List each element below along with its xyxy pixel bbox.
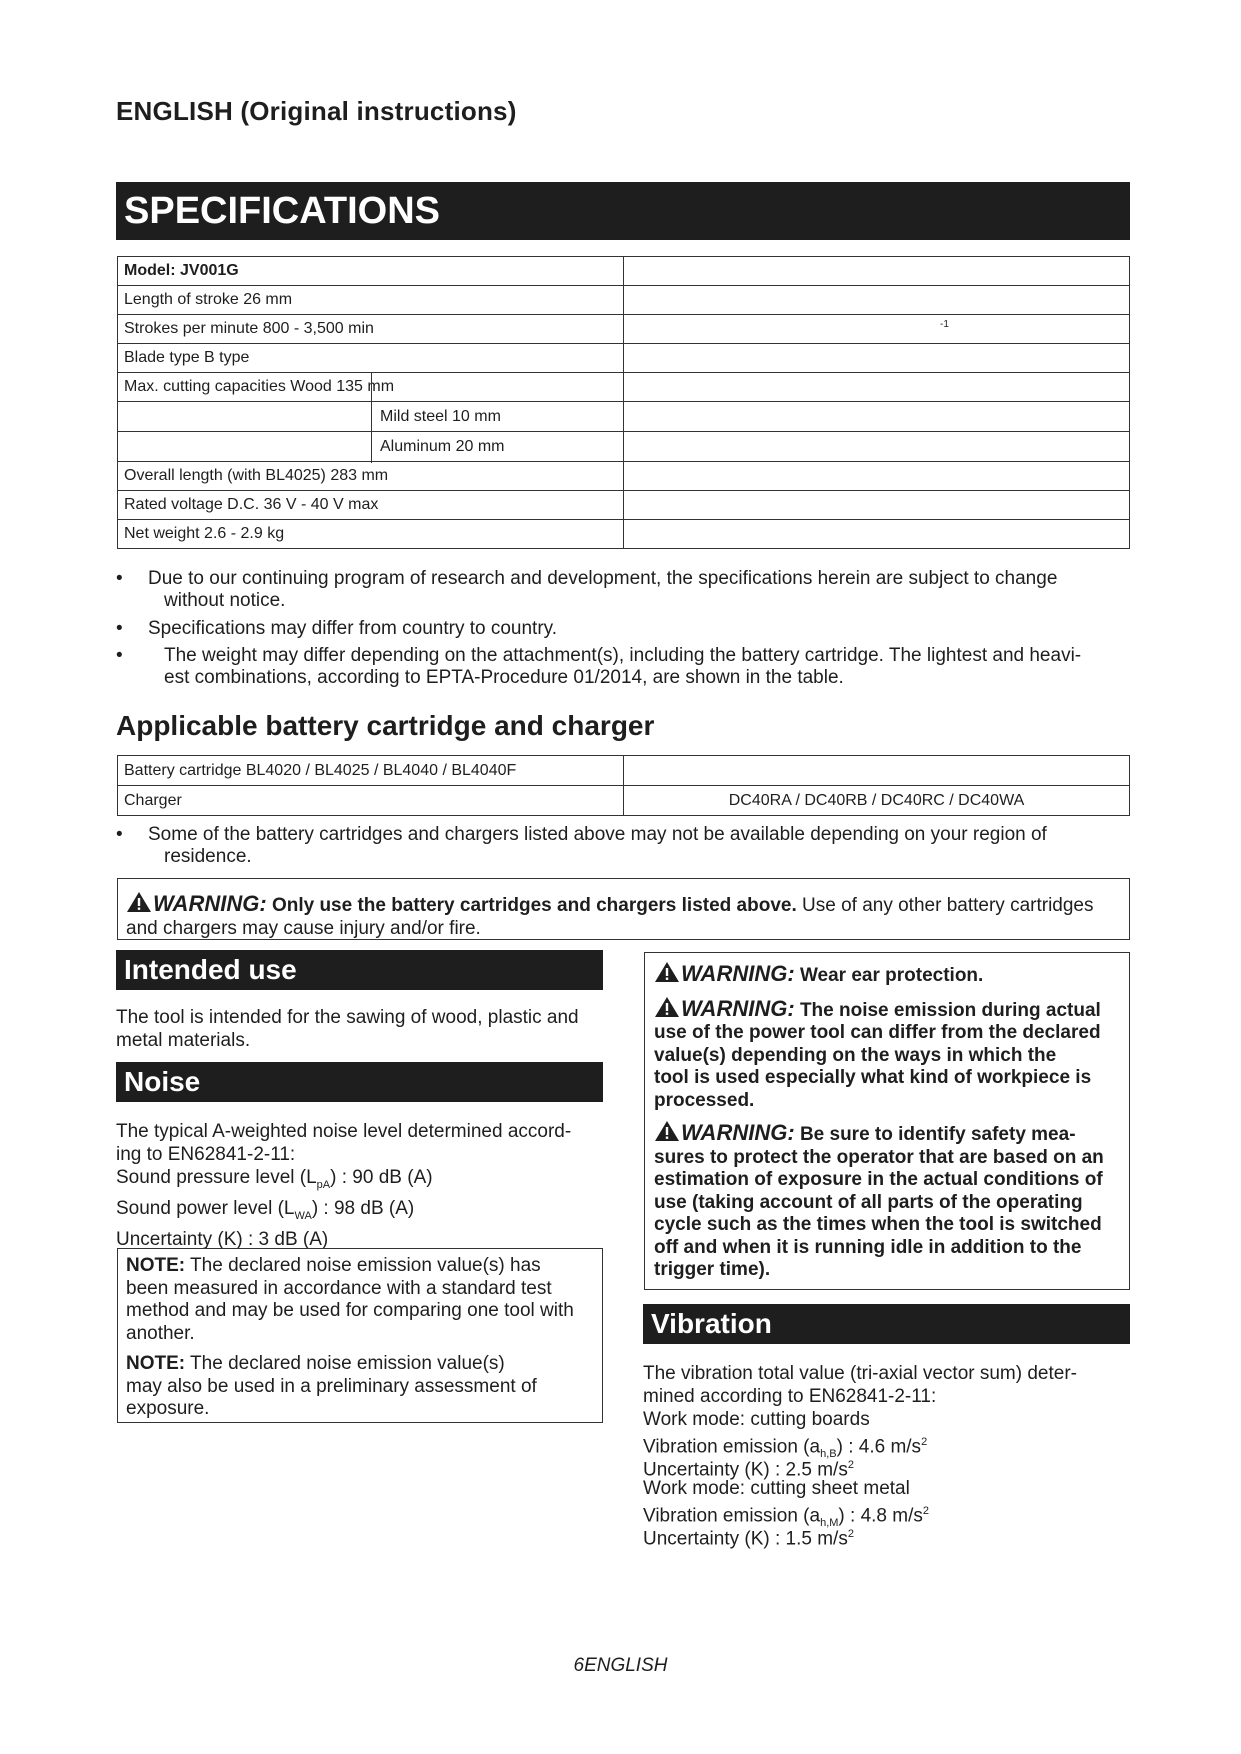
noise-note-box: NOTE: The declared noise emission value(s) has been measured in accordance with a standard test method and may be used for comparing one tool with another. NOTE: The declared noise emission value(s) may also be used in a preliminary assessment of exposure. <box>117 1248 603 1423</box>
table-row <box>118 462 1130 491</box>
spec-cell: Max. cutting capacities Wood 135 mm <box>118 373 624 402</box>
charger-models-cell: DC40RA / DC40RB / DC40RC / DC40WA <box>624 786 1130 816</box>
warning-icon <box>654 1120 680 1142</box>
table-row <box>118 786 1130 816</box>
sound-pressure-level: Sound pressure level $(L_{pA})$ : 90 dB (A) <box>116 1167 433 1191</box>
uncertainty-metal: Uncertainty (K) : 1.5 $m/s^2$ <box>643 1528 854 1550</box>
noise-heading: Noise <box>116 1062 603 1102</box>
warning-safety-measures: WARNING: Be sure to identify safety mea- sures to protect the operator that are based on an estimation of exposure in the actual conditions of use (taking account of all parts of the operating cycle such as the times when the tool is switched off and when it is running idle in addition to the trigger time). <box>654 1120 1104 1280</box>
vibration-emission-boards: Vibration emission $(a_{h,B})$ : 4.6 $m/s^2$ <box>643 1436 928 1461</box>
warning-noise-emission: WARNING: The noise emission during actual use of the power tool can differ from the declared value(s) depending on the ways in which the tool is used especially what kind of workpiece is processed. <box>654 995 1101 1111</box>
specifications-heading: SPECIFICATIONS <box>116 182 1130 240</box>
spec-cell: Overall length (with BL4025) 283 mm <box>118 462 624 491</box>
spec-cell: Net weight 2.6 - 2.9 kg <box>118 520 624 549</box>
table-row <box>118 491 1130 520</box>
vibration-heading: Vibration <box>643 1304 1130 1344</box>
table-row <box>118 257 1130 286</box>
uncertainty-boards: Uncertainty (K) : 2.5 $m/s^2$ <box>643 1459 854 1481</box>
table-row <box>118 315 1130 344</box>
spec-cell: Blade type B type <box>118 344 624 373</box>
warning-icon <box>654 961 680 983</box>
vibration-emission-metal: Vibration emission $(a_{h,M})$ : 4.8 $m/s^2$ <box>643 1505 930 1530</box>
battery-cell: Battery cartridge BL4020 / BL4025 / BL4040 / BL4040F <box>118 756 624 786</box>
spec-subcell: Mild steel 10 mm <box>371 402 623 431</box>
intended-use-text: The tool is intended for the sawing of wood, plastic and metal materials. <box>116 1007 579 1051</box>
spec-cell: Length of stroke 26 mm <box>118 286 624 315</box>
noise-text: The typical A-weighted noise level determined accord- ing to EN62841-2-11: Sound pressure level $(L_{pA})$ : 90 dB (A) Sound power level $(L_{WA})$ : 98 dB (A) Uncertainty (K) : 3 dB (A) <box>116 1121 572 1250</box>
page-language-title: ENGLISH (Original instructions) <box>116 96 517 126</box>
spec-subcell: Aluminum 20 mm <box>371 432 623 461</box>
cell-divider <box>371 373 372 463</box>
noise-warnings-box <box>644 952 1130 1290</box>
unit-superscript: -1 <box>940 319 949 330</box>
specifications-table <box>117 256 1130 549</box>
battery-table <box>117 755 1130 816</box>
list-item-cont: residence. <box>164 846 252 867</box>
page-footer: 6ENGLISH <box>573 1655 668 1676</box>
table-row <box>118 286 1130 315</box>
battery-warning-box: WARNING: Only use the battery cartridges and chargers listed above. Use of any other battery cartridges and chargers may cause injury and/or fire. <box>117 878 1130 940</box>
table-row <box>118 402 1130 432</box>
intended-use-heading: Intended use <box>116 950 603 990</box>
warning-ear-protection: WARNING: Wear ear protection. <box>654 961 1120 988</box>
battery-heading: Applicable battery cartridge and charger <box>116 710 655 741</box>
vibration-text: The vibration total value (tri-axial vector sum) deter- mined according to EN62841-2-11: Work mode: cutting boards Vibration emission $(a_{h,B})$ : 4.6 $m/s^2$ Uncertainty (K) : 2.5 $m/s^2$ Work mode: cutting sheet metal Vibration emission $(a_{h,M})$ : 4.8 $m/s^2$ Uncertainty (K) : 1.5 $m/s^2$ <box>643 1363 1077 1550</box>
table-row <box>118 373 1130 402</box>
spec-cell: Rated voltage D.C. 36 V - 40 V max <box>118 491 624 520</box>
sound-power-level: Sound power level $(L_{WA})$ : 98 dB (A) <box>116 1197 415 1222</box>
spec-cell: Model: JV001G <box>118 257 624 286</box>
table-row <box>118 756 1130 786</box>
list-item-cont: without notice. <box>164 590 286 611</box>
warning-icon <box>654 996 680 1018</box>
charger-cell: Charger <box>118 786 624 816</box>
spec-cell: Strokes per minute 800 - 3,500 min <box>118 315 624 344</box>
table-row <box>118 432 1130 462</box>
warning-icon <box>126 891 152 913</box>
table-row <box>118 344 1130 373</box>
table-row <box>118 520 1130 549</box>
list-item-cont: est combinations, according to EPTA-Procedure 01/2014, are shown in the table. <box>164 667 844 688</box>
